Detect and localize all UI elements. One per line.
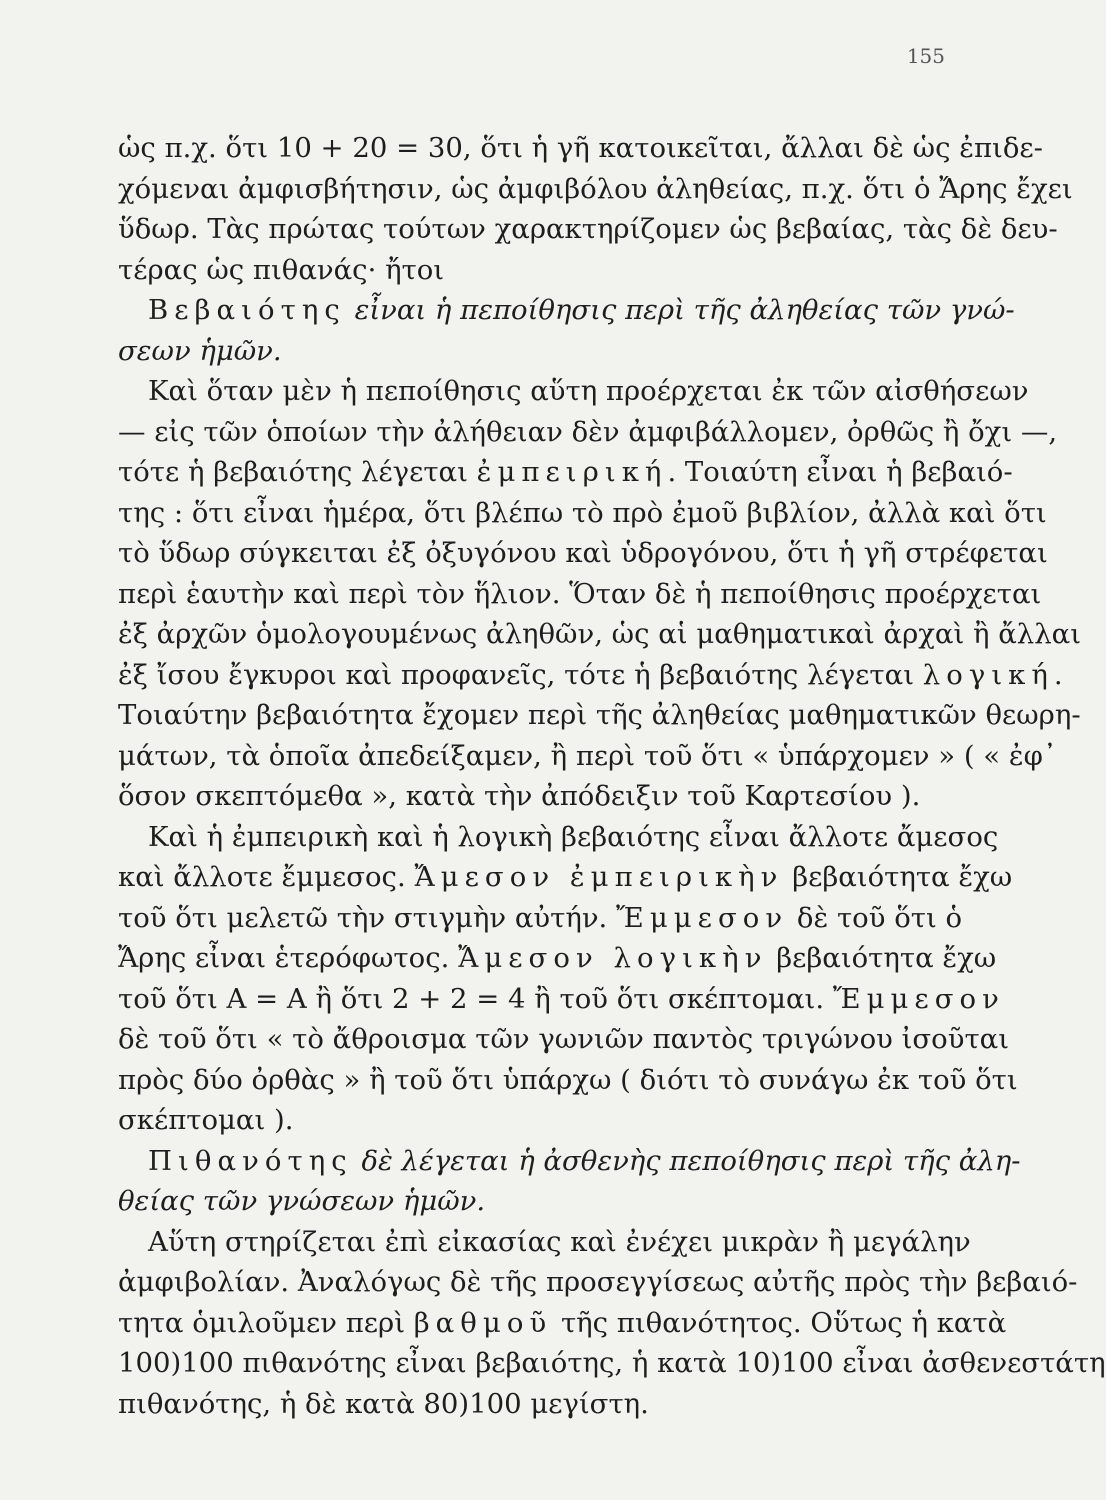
text-run: Ἄρης εἶναι ἑτερόφωτος. (118, 942, 459, 974)
text-run: τέρας ὡς πιθανάς· ἤτοι (118, 253, 445, 286)
text-run: Καὶ ὅταν μὲν ἡ πεποίθησις αὕτη προέρχεται ἐκ τῶν αἰσθήσεων (148, 375, 1029, 407)
italic-definition: θείας τῶν γνώσεων ἡμῶν. (118, 1185, 486, 1217)
text-line (118, 371, 1029, 412)
text-run: ἐξ ἴσου ἔγκυροι καὶ προφανεῖς, τότε ἡ βεβαιότης λέγεται (118, 658, 923, 691)
text-line (118, 736, 1057, 777)
text-run: Τοιαύτην βεβαιότητα ἔχομεν περὶ τῆς ἀληθείας μαθηματικῶν θεωρη- (118, 699, 1081, 731)
text-run: τοῦ ὅτι μελετῶ τὴν στιγμὴν αὐτήν. (118, 901, 617, 934)
text-line (118, 331, 908, 372)
italic-definition: εἶναι ἡ πεποίθησις περὶ τῆς ἀληθείας τῶν γνώ- (354, 294, 1015, 326)
text-run: της : ὅτι εἶναι ἡμέρα, ὅτι βλέπω τὸ πρὸ ἐμοῦ βιβλίον, ἀλλὰ καὶ ὅτι (118, 496, 1047, 529)
text-line (118, 533, 1048, 574)
text-run: τότε ἡ βεβαιότης λέγεται (118, 456, 477, 488)
text-line (118, 655, 1063, 696)
spaced-term: Ἔμμεσον (832, 982, 1005, 1015)
spaced-term: βαθμοῦ (413, 1306, 553, 1339)
text-line (118, 290, 1015, 331)
text-run: πρὸς δύο ὀρθὰς » ἢ τοῦ ὅτι ὑπάρχω ( διότι τὸ συνάγω ἐκ τοῦ ὅτι (118, 1063, 1018, 1096)
spaced-term: ἐμπειρική (476, 456, 668, 488)
text-run: ἐξ ἀρχῶν ὁμολογουμένως ἀληθῶν, ὡς αἱ μαθηματικαὶ ἀρχαὶ ἢ ἄλλαι (118, 618, 1082, 650)
text-run: ἀμφιβολίαν. Ἀναλόγως δὲ τῆς προσεγγίσεως αὐτῆς πρὸς τὴν βεβαιό- (118, 1266, 1078, 1298)
text-run: περὶ ἑαυτὴν καὶ περὶ τὸν ἥλιον. Ὅταν δὲ ἡ πεποίθησις προέρχεται (118, 577, 1042, 610)
text-run: μάτων, τὰ ὁποῖα ἀπεδείξαμεν, ἢ περὶ τοῦ ὅτι « ὑπάρχομεν » ( « ἐφ᾽ (118, 739, 1057, 772)
text-run: καὶ ἄλλοτε ἔμμεσος. (118, 861, 415, 893)
italic-definition: σεων ἡμῶν. (118, 334, 282, 367)
text-line (118, 1141, 1021, 1182)
text-line (118, 493, 1047, 534)
text-line (118, 412, 1058, 453)
text-line (118, 209, 1058, 250)
body-text (118, 128, 1106, 1424)
text-line (118, 250, 908, 291)
text-run: 100)100 πιθανότης εἶναι βεβαιότης, ἡ κατὰ 10)100 εἶναι ἀσθενεστάτη (118, 1347, 1106, 1379)
text-run: βεβαιότητα ἔχω (783, 861, 1013, 893)
text-line (118, 574, 1042, 615)
text-line (118, 857, 1013, 898)
text-line (118, 128, 1043, 169)
text-line (118, 169, 1073, 210)
spaced-term: Ἄμεσον λογικὴν (458, 942, 768, 974)
spaced-term: Ἔμμεσον (616, 901, 789, 934)
text-run: ὕδωρ. Τὰς πρώτας τούτων χαρακτηρίζομεν ὡς βεβαίας, τὰς δὲ δευ- (118, 213, 1058, 245)
text-run: — εἰς τῶν ὁποίων τὴν ἀλήθειαν δὲν ἀμφιβάλλομεν, ὀρθῶς ἢ ὄχι —, (118, 415, 1058, 448)
text-run: πιθανότης, ἡ δὲ κατὰ 80)100 μεγίστη. (118, 1387, 649, 1420)
spaced-term: λογική (922, 658, 1054, 691)
text-line (118, 938, 997, 979)
text-line (118, 776, 921, 817)
text-line (118, 1343, 1106, 1384)
text-line (118, 1181, 908, 1222)
text-line (118, 1303, 1007, 1344)
spaced-term: Ἄμεσον ἐμπειρικὴν (414, 861, 784, 893)
text-line (118, 1262, 1078, 1303)
text-line (118, 1100, 908, 1141)
text-run: . Τοιαύτη εἶναι ἡ βεβαιό- (667, 456, 1013, 488)
text-line (118, 898, 963, 939)
text-run (346, 294, 355, 326)
text-line (118, 1384, 908, 1425)
text-line (118, 979, 1005, 1020)
text-line (118, 614, 1082, 655)
text-run: Αὕτη στηρίζεται ἐπὶ εἰκασίας καὶ ἐνέχει μικρὰν ἢ μεγάλην (148, 1225, 971, 1258)
spaced-term: Βεβαιότης (148, 294, 346, 326)
text-run: . (1053, 658, 1063, 691)
italic-definition: δὲ λέγεται ἡ ἀσθενὴς πεποίθησις περὶ τῆς ἀλη- (361, 1144, 1021, 1177)
text-run: σκέπτομαι ). (118, 1104, 294, 1136)
text-run: τῆς πιθανότητος. Οὕτως ἡ κατὰ (552, 1306, 1007, 1339)
text-run: τητα ὁμιλοῦμεν περὶ (118, 1306, 414, 1339)
text-run: δὲ τοῦ ὅτι « τὸ ἄθροισμα τῶν γωνιῶν παντὸς τριγώνου ἰσοῦται (118, 1023, 1010, 1055)
text-line (118, 1222, 971, 1263)
text-run: ὅσον σκεπτόμεθα », κατὰ τὴν ἀπόδειξιν τοῦ Καρτεσίου ). (118, 780, 921, 812)
text-run: Καὶ ἡ ἐμπειρικὴ καὶ ἡ λογικὴ βεβαιότης εἶναι ἄλλοτε ἄμεσος (148, 820, 999, 853)
page-number: 155 (906, 44, 945, 68)
text-line (118, 817, 999, 858)
text-run: τὸ ὕδωρ σύγκειται ἐξ ὀξυγόνου καὶ ὑδρογόνου, ὅτι ἡ γῆ στρέφεται (118, 537, 1048, 569)
text-line (118, 695, 1081, 736)
text-run: δὲ τοῦ ὅτι ὁ (788, 901, 963, 934)
text-line (118, 452, 1013, 493)
text-run: χόμεναι ἀμφισβήτησιν, ὡς ἀμφιβόλου ἀληθείας, π.χ. ὅτι ὁ Ἄρης ἔχει (118, 172, 1073, 205)
text-line (118, 1060, 1018, 1101)
text-run: ὡς π.χ. ὅτι 10 + 20 = 30, ὅτι ἡ γῆ κατοικεῖται, ἄλλαι δὲ ὡς ἐπιδε- (118, 132, 1043, 164)
spaced-term: Πιθανότης (148, 1144, 353, 1177)
text-run: τοῦ ὅτι Α = Α ἢ ὅτι 2 + 2 = 4 ἢ τοῦ ὅτι σκέπτομαι. (118, 982, 833, 1015)
text-line (118, 1019, 1010, 1060)
text-run: βεβαιότητα ἔχω (767, 942, 997, 974)
